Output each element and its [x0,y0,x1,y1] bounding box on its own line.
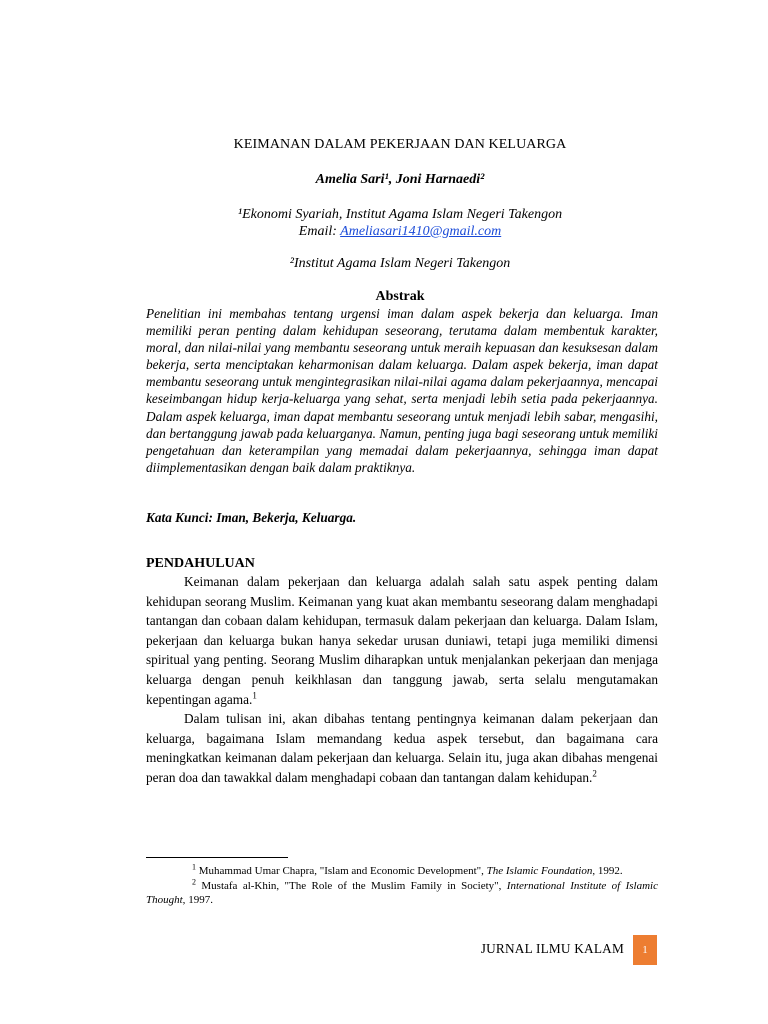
abstract-text: Penelitian ini membahas tentang urgensi iman dalam aspek bekerja dan keluarga. Iman memiliki peran penting dalam kehidupan seseorang, terutama dalam membentuk karakter, moral, dan nilai-nilai yang membantu seseorang untuk meraih kepuasan dan kesuksesan dalam bekerja, serta menciptakan keharmonisan dalam keluarga. Dalam aspek bekerja, iman dapat membantu seseorang untuk mengintegrasikan nilai-nilai agama dalam pekerjaannya, mencapai keseimbangan hidup kerja-keluarga yang sehat, serta menjadi lebih setia pada pekerjaannya. Dalam aspek keluarga, iman dapat membantu seseorang untuk menjadi lebih sabar, mengasihi, dan bertanggung jawab pada keluarganya. Namun, penting juga bagi seseorang untuk memiliki pengetahuan dan keterampilan yang memadai dalam pekerjaannya, sehingga iman dapat diimplementasikan dengan baik dalam praktiknya. [146,306,658,475]
footnote-1-text: Muhammad Umar Chapra, "Islam and Economic Development", [196,865,487,877]
footnotes [146,864,658,908]
email-link[interactable]: Ameliasari1410@gmail.com [340,224,502,239]
page-number: 1 [642,944,648,956]
section-heading: PENDAHULUAN [146,556,255,571]
footnote-ref-2[interactable]: 2 [592,768,597,779]
footnote-1-tail: , 1992. [592,865,623,877]
footnote-2-tail: 1997. [185,894,213,907]
email-label: Email: [298,224,341,239]
footnote-1-source: The Islamic Foundation [486,865,593,877]
affiliation-block [0,206,768,240]
footnote-2-text: Mustafa al-Khin, "The Role of the Muslim Family in Society", [196,879,507,892]
abstract-heading: Abstrak [375,289,425,304]
paragraph-1 [146,572,658,709]
paper-title: KEIMANAN DALAM PEKERJAAN DAN KELUARGA [233,137,567,152]
footnote-2 [146,876,658,908]
footnote-1 [146,864,658,879]
paragraph-2-text: Dalam tulisan ini, akan dibahas tentang pentingnya keimanan dalam pekerjaan dan keluarga, bagaimana Islam memandang kedua aspek tersebut, dan bagaimana cara meningkatkan keimanan dalam pekerjaan dan keluarga. Selain itu, juga akan dibahas mengenai peran doa dan tawakkal dalam menghadapi cobaan dan tantangan dalam kehidupan. [146,711,658,785]
footnote-2-number: 2 [192,876,196,886]
paragraph-1-text: Keimanan dalam pekerjaan dan keluarga adalah salah satu aspek penting dalam kehidupan seorang Muslim. Keimanan yang kuat akan membantu seseorang dalam menghadapi tantangan dan cobaan dalam kehidupan, termasuk dalam pekerjaan dan keluarga. Dalam Islam, pekerjaan dan keluarga bukan hanya sekedar urusan duniawi, tetapi juga memiliki dimensi spiritual yang penting. Seorang Muslim diharapkan untuk menjalankan pekerjaan dan menjaga keluarga dengan penuh keikhlasan dan tanggung jawab, serta selalu mengutamakan kepentingan agama. [146,574,658,707]
footnote-ref-1[interactable]: 1 [252,690,257,701]
journal-name: JURNAL ILMU KALAM [480,941,624,956]
footnote-divider [146,857,288,858]
affiliation-1: ¹Ekonomi Syariah, Institut Agama Islam Negeri Takengon [237,207,563,222]
email-line [0,223,768,240]
footnote-1-number: 1 [192,862,196,872]
keywords: Kata Kunci: Iman, Bekerja, Keluarga. [146,510,357,525]
paragraph-2 [146,709,658,787]
affiliation-2: ²Institut Agama Islam Negeri Takengon [289,256,511,271]
page-number-badge [633,935,657,965]
footnote-2-source: International Institute of Islamic Thought, [146,879,658,907]
section-body [146,572,658,788]
author-list: Amelia Sari¹, Joni Harnaedi² [315,172,485,187]
